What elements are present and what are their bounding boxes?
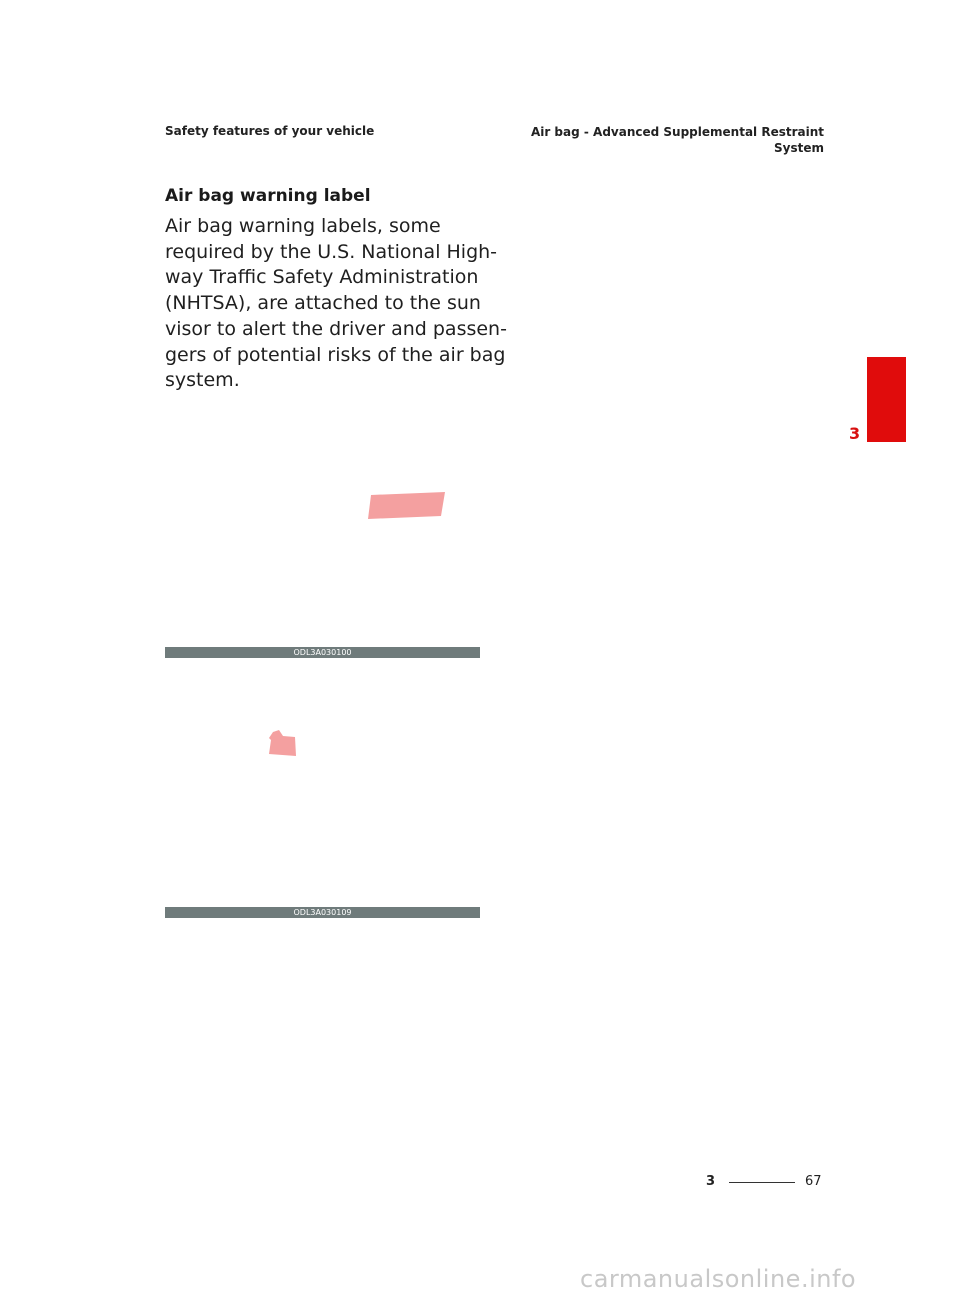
figure-caption: ODL3A030100 [165, 647, 480, 658]
sun-visor-illustration [165, 420, 480, 646]
body-paragraph [165, 214, 507, 394]
chapter-number: 3 [849, 424, 861, 443]
warning-label-highlight [269, 730, 296, 756]
figure-dashboard-label [165, 680, 480, 918]
running-header-left: Safety features of your vehicle [165, 124, 375, 138]
figure-caption: ODL3A030109 [165, 907, 480, 918]
body-line: Air bag warning labels, some [165, 215, 441, 237]
warning-label-highlight [368, 492, 445, 519]
figure-sun-visor-label [165, 420, 480, 658]
body-line: required by the U.S. National High- [165, 240, 498, 263]
body-line: (NHTSA), are attached to the sun [165, 292, 481, 315]
body-line: system. [165, 369, 240, 392]
footer-page-number: 67 [805, 1174, 822, 1189]
footer-divider [729, 1182, 795, 1183]
running-header-right-line1: Air bag - Advanced Supplemental Restraint [530, 125, 824, 139]
section-title: Air bag warning label [165, 186, 371, 206]
running-header-right [504, 124, 824, 156]
body-line: gers of potential risks of the air bag [165, 343, 506, 366]
body-line: way Traffic Safety Administration [165, 266, 479, 289]
watermark: carmanualsonline.info [580, 1265, 857, 1293]
body-line: visor to alert the driver and passen- [165, 317, 507, 340]
chapter-tab [867, 357, 906, 442]
dashboard-illustration [165, 680, 480, 906]
footer-chapter-number: 3 [706, 1174, 716, 1189]
running-header-right-line2: System [774, 141, 824, 155]
